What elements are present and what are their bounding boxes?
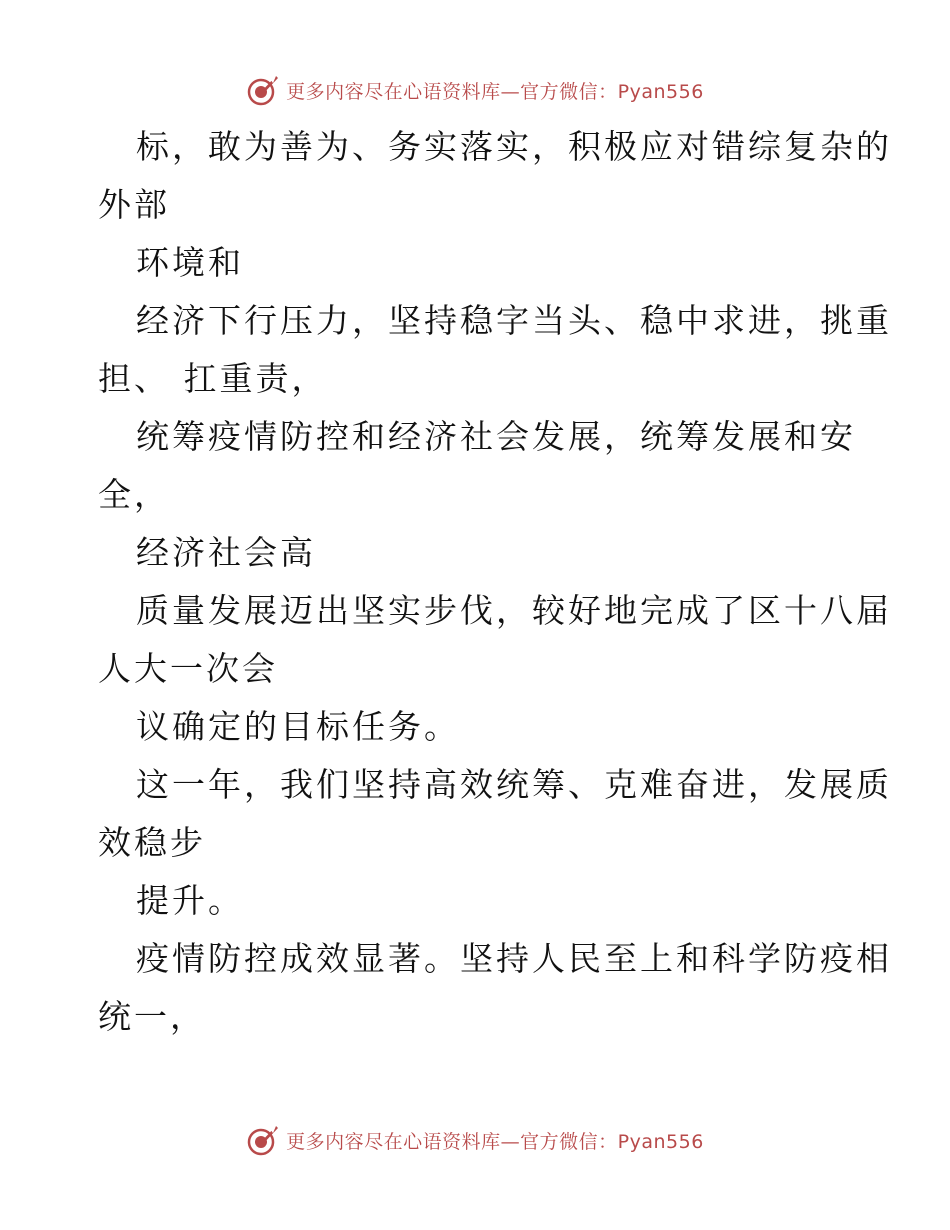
- document-body: [98, 118, 892, 1046]
- text-line: 经济下行压力，坚持稳字当头、稳中求进，挑重: [136, 301, 892, 340]
- text-line: 担、 扛重责，: [98, 359, 328, 398]
- text-line: 经济社会高: [136, 533, 316, 572]
- text-line: 标，敢为善为、务实落实，积极应对错综复杂的: [136, 127, 892, 166]
- text-line: 外部: [98, 185, 170, 224]
- footer-banner: [0, 1120, 950, 1160]
- banner-promo-text: 更多内容尽在心语资料库—官方微信：: [286, 80, 618, 103]
- banner-wechat-id: Pyan556: [617, 80, 704, 103]
- banner-text: [286, 77, 704, 104]
- text-line: 效稳步: [98, 823, 206, 862]
- header-banner: [0, 70, 950, 110]
- banner-text: [286, 1127, 704, 1154]
- banner-promo-text: 更多内容尽在心语资料库—官方微信：: [286, 1130, 618, 1153]
- text-line: 统筹疫情防控和经济社会发展，统筹发展和安: [136, 417, 856, 456]
- text-line: 环境和: [136, 243, 244, 282]
- text-line: 统一，: [98, 997, 206, 1036]
- text-line: 疫情防控成效显著。坚持人民至上和科学防疫相: [136, 939, 892, 978]
- text-line: 人大一次会: [98, 649, 278, 688]
- quill-seal-icon: [246, 73, 280, 107]
- text-line: 全，: [98, 475, 170, 514]
- text-line: 议确定的目标任务。: [136, 707, 460, 746]
- text-line: 这一年，我们坚持高效统筹、克难奋进，发展质: [136, 765, 892, 804]
- text-line: 提升。: [136, 881, 244, 920]
- text-line: 质量发展迈出坚实步伐，较好地完成了区十八届: [136, 591, 892, 630]
- banner-wechat-id: Pyan556: [617, 1130, 704, 1153]
- quill-seal-icon: [246, 1123, 280, 1157]
